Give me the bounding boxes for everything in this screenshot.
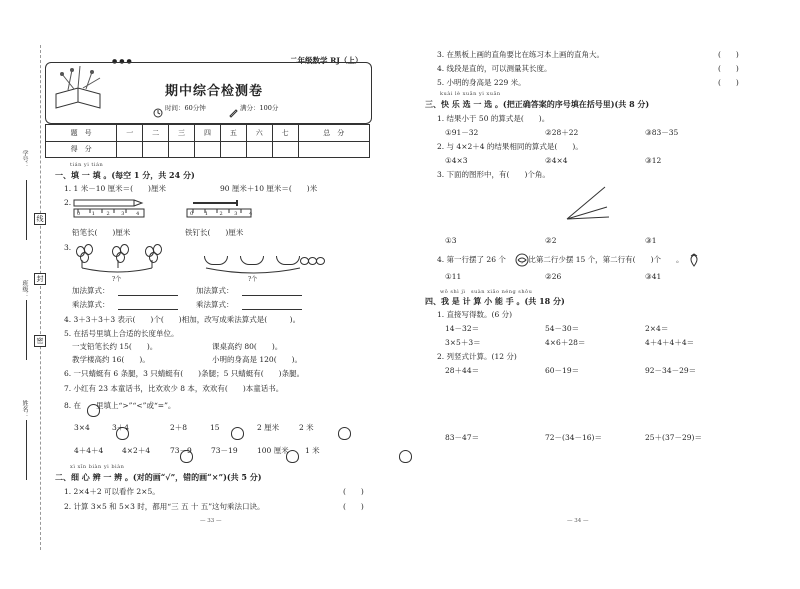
addition-label-1: 加法算式： (72, 286, 110, 295)
compare-left: 73－9 (170, 446, 192, 455)
apple-icon[interactable] (338, 427, 351, 440)
q2-2: 2. 计算 3×5 和 5×3 时，都用“三 五 十 五”这句乘法口诀。 (64, 502, 265, 511)
answer-paren[interactable]: ( ) (718, 78, 739, 87)
nail-length: 铁钉长( )厘米 (185, 228, 244, 237)
section-3-pinyin: kuài lè xuǎn yi xuǎn (440, 91, 501, 97)
q1-5-d: 小明的身高是 120( )。 (212, 355, 303, 364)
apple-icon[interactable] (399, 450, 412, 463)
q1-5: 5. 在括号里填上合适的长度单位。 (64, 329, 179, 338)
answer-paren[interactable]: ( ) (343, 502, 364, 511)
option[interactable]: ①4×3 (445, 156, 468, 165)
strawberry-icon (687, 252, 701, 271)
q1-5-b: 课桌高约 80( )。 (212, 342, 283, 351)
multiplication-label-2: 乘法算式： (196, 300, 234, 309)
time-limit: 时间：60分钟 (165, 104, 206, 112)
q1-7: 7. 小红有 23 本童话书，比欢欢少 8 本，欢欢有( )本童话书。 (64, 384, 284, 393)
score-blank[interactable] (169, 141, 195, 158)
calc-item: 2×4＝ (645, 324, 669, 333)
score-table-header-row (46, 125, 370, 142)
exam-title: 期中综合检测卷 (165, 84, 264, 99)
boat (240, 256, 264, 265)
calc-item: 3×5＋3＝ (445, 338, 481, 347)
calc-item: 14－32＝ (445, 324, 480, 333)
option[interactable]: ②4×4 (545, 156, 568, 165)
option[interactable]: ②28＋22 (545, 128, 579, 137)
compare-left: 100 厘米 (257, 446, 289, 455)
vertical-calc: 25＋(37－29)＝ (645, 433, 702, 442)
answer-paren[interactable]: ( ) (343, 487, 364, 496)
boat-question: ?个 (248, 276, 258, 283)
score-blank[interactable] (117, 141, 143, 158)
option[interactable]: ③83－35 (645, 128, 679, 137)
answer-line[interactable] (242, 295, 302, 296)
option[interactable]: ②2 (545, 236, 557, 245)
compare-right: 1 米 (305, 446, 320, 455)
angle-figure (565, 185, 610, 229)
section-3-title: 三、快 乐 选 一 选 。(把正确答案的序号填在括号里)(共 8 分) (425, 99, 650, 109)
seal-char-xian: 线 (34, 213, 46, 225)
ruler-ticks-2: 0 1 2 3 4 (190, 211, 258, 217)
class-label: 班级： (21, 280, 28, 298)
compare-right: 15 (210, 423, 220, 432)
vertical-calc: 83－47＝ (445, 433, 480, 442)
section-4-pinyin: wǒ shì jì suàn xiǎo néng shǒu (440, 289, 533, 295)
q4-2: 2. 列竖式计算。(12 分) (437, 352, 517, 361)
q3-3: 3. 下面的图形中，有( )个角。 (437, 170, 550, 179)
score-blank[interactable] (194, 141, 220, 158)
score-blank[interactable] (298, 141, 369, 158)
calc-item: 54－30＝ (545, 324, 580, 333)
ruler-ticks: 0 1 2 3 4 (77, 211, 145, 217)
student-number-line (26, 180, 27, 240)
answer-paren[interactable]: ( ) (718, 64, 739, 73)
score-cell: 六 (246, 125, 272, 142)
q3-4: 4. 第一行摆了 26 个 ，比第二行少摆 15 个，第二行有( )个 。 (437, 255, 684, 264)
q2-5: 5. 小明的身高是 229 米。 (437, 78, 526, 87)
compare-left: 3×4 (74, 423, 90, 432)
section-4-title: 四、我 是 计 算 小 能 手 。(共 18 分) (425, 296, 565, 306)
section-1-title: 一、填 一 填 。(每空 1 分，共 24 分) (55, 170, 195, 180)
score-row-label: 得 分 (46, 141, 117, 158)
score-blank[interactable] (220, 141, 246, 158)
seal-char-mi: 密 (34, 335, 46, 347)
compare-right: 3＋4 (112, 423, 130, 432)
score-cell: 题 号 (46, 125, 117, 142)
name-line (26, 420, 27, 480)
option[interactable]: ②26 (545, 272, 562, 281)
score-cell: 二 (143, 125, 169, 142)
answer-line[interactable] (118, 309, 178, 310)
answer-line[interactable] (242, 309, 302, 310)
answer-line[interactable] (118, 295, 178, 296)
balloon-question: ?个 (112, 276, 122, 283)
score-table-score-row (46, 141, 370, 158)
pencil-length: 铅笔长( )厘米 (72, 228, 131, 237)
book-illustration (48, 64, 108, 116)
q2-3: 3. 在黑板上画的直角要比在练习本上画的直角大。 (437, 50, 605, 59)
boat (276, 256, 300, 265)
q2-4: 4. 线段是直的，可以测量其长度。 (437, 64, 552, 73)
page-number-left: — 33 — (200, 518, 222, 524)
q1-2-number: 2. (64, 198, 72, 207)
score-cell: 四 (194, 125, 220, 142)
section-1-pinyin: tián yi tián (70, 162, 104, 168)
clock-icon (153, 103, 163, 122)
name-label: 姓名： (21, 400, 28, 418)
q1-6: 6. 一只蜻蜓有 6 条腿，3 只蜻蜓有( )条腿；5 只蜻蜓有( )条腿。 (64, 369, 305, 378)
full-score: 满分：100分 (240, 104, 279, 112)
score-cell: 总 分 (298, 125, 369, 142)
answer-paren[interactable]: ( ) (718, 50, 739, 59)
q3-1: 1. 结果小于 50 的算式是( )。 (437, 114, 550, 123)
option[interactable]: ①11 (445, 272, 462, 281)
q1-5-c: 教学楼高约 16( )。 (72, 355, 150, 364)
fish (316, 257, 325, 265)
apple-icon[interactable] (231, 427, 244, 440)
score-blank[interactable] (143, 141, 169, 158)
option[interactable]: ①91－32 (445, 128, 479, 137)
score-cell: 一 (117, 125, 143, 142)
score-table (45, 124, 370, 158)
compare-right: 4×2＋4 (122, 446, 151, 455)
class-line (26, 300, 27, 360)
score-cell: 三 (169, 125, 195, 142)
q3-2: 2. 与 4×2＋4 的结果相同的算式是( )。 (437, 142, 583, 151)
compare-left: 2＋8 (170, 423, 188, 432)
vertical-calc: 72－(34－16)＝ (545, 433, 602, 442)
student-number-label: 学号： (21, 150, 28, 168)
compare-left: 2 厘米 (257, 423, 280, 432)
compare-right: 73－19 (211, 446, 238, 455)
vertical-calc: 60－19＝ (545, 366, 580, 375)
option[interactable]: ③41 (645, 272, 662, 281)
boat (204, 256, 228, 265)
addition-label-2: 加法算式： (196, 286, 234, 295)
q1-8: 8. 在 里填上“>”“<”或“=”。 (64, 401, 176, 410)
q1-4: 4. 3＋3＋3＋3 表示( )个( )相加，改写成乘法算式是( )。 (64, 315, 301, 324)
series-label: 二年级数学 RJ（上） (290, 56, 363, 65)
vertical-calc: 92－34－29＝ (645, 366, 697, 375)
q2-1: 1. 2×4＋2 可以看作 2×5。 (64, 487, 160, 496)
score-cell: 五 (220, 125, 246, 142)
page-number-right: — 34 — (567, 518, 589, 524)
option[interactable]: ③12 (645, 156, 662, 165)
section-2-title: 二、细 心 辨 一 辨 。(对的画“√”，错的画“×”)(共 5 分) (55, 472, 262, 482)
calc-item: 4×6＋28＝ (545, 338, 586, 347)
decor-dots: ●●● (112, 58, 134, 65)
compare-left: 4＋4＋4 (74, 446, 104, 455)
pen-icon (228, 103, 238, 122)
score-cell: 七 (272, 125, 298, 142)
apple-icon (87, 404, 100, 417)
option[interactable]: ①3 (445, 236, 457, 245)
q1-1-a: 1. 1 米－10 厘米＝( )厘米 (64, 184, 166, 193)
q1-3-number: 3. (64, 243, 72, 252)
score-blank[interactable] (246, 141, 272, 158)
section-2-pinyin: xì xīn biàn yi biàn (70, 464, 125, 470)
binding-line (40, 45, 41, 550)
compare-right: 2 米 (299, 423, 314, 432)
vertical-calc: 28＋44＝ (445, 366, 480, 375)
q1-1-b: 90 厘米＋10 厘米＝( )米 (220, 184, 318, 193)
seal-char-feng: 封 (34, 273, 46, 285)
q4-1: 1. 直接写得数。(6 分) (437, 310, 513, 319)
option[interactable]: ③1 (645, 236, 657, 245)
calc-item: 4＋4＋4＋4＝ (645, 338, 695, 347)
q1-5-a: 一支铅笔长约 15( )。 (72, 342, 158, 351)
score-blank[interactable] (272, 141, 298, 158)
cabbage-icon (515, 252, 529, 271)
multiplication-label-1: 乘法算式： (72, 300, 110, 309)
